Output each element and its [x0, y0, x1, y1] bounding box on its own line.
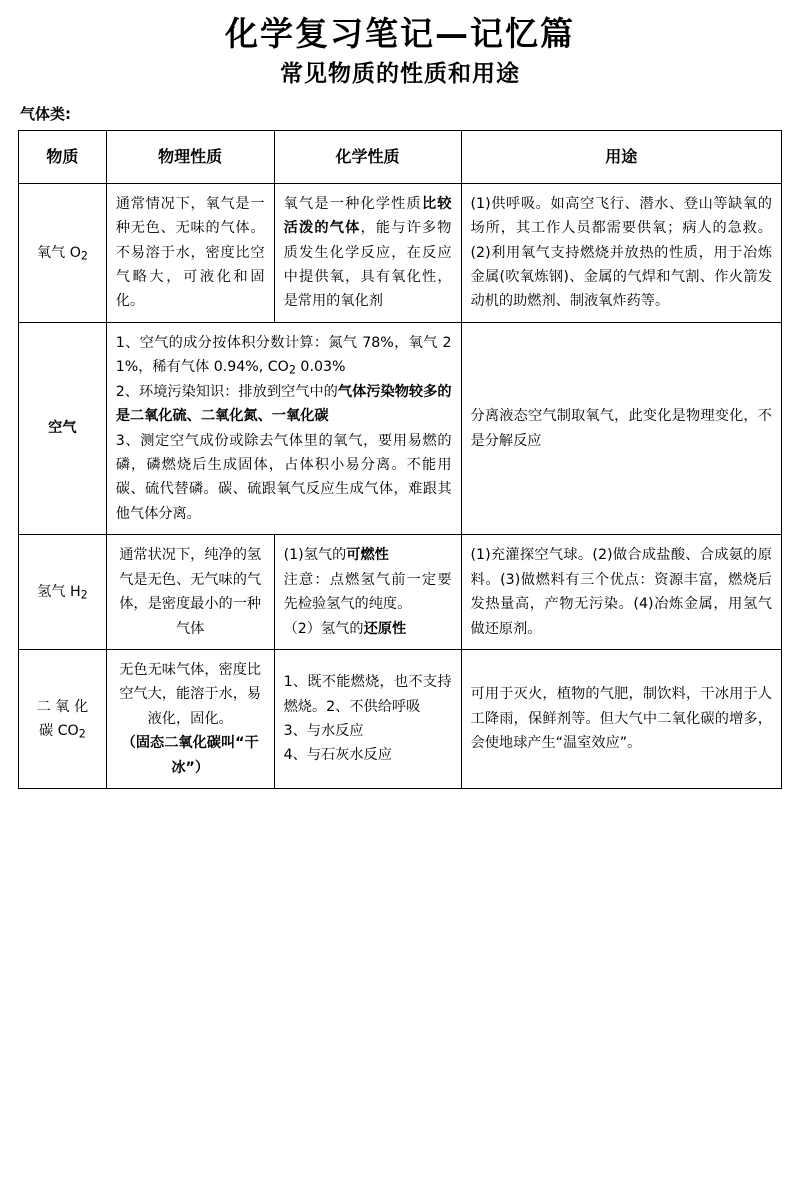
- column-header-usage: 用途: [461, 131, 781, 184]
- physical-property-co2: 无色无味气体，密度比空气大，能溶于水，易液化，固化。 （固态二氧化碳叫“干冰”）: [106, 649, 274, 788]
- properties-table: [18, 130, 782, 789]
- substance-label-carbon-dioxide: 二 氧 化 碳 $CO_2$: [36, 698, 89, 741]
- substance-name: [19, 649, 107, 788]
- substance-name: [19, 535, 107, 650]
- substance-name: [19, 183, 107, 322]
- table-row: [19, 649, 782, 788]
- column-header-physical: 物理性质: [106, 131, 274, 184]
- physical-property-air: 1、空气的成分按体积分数计算：氮气 78%，氧气 21%，稀有气体 0.94%, $CO_2$ 0.03% 2、环境污染知识：排放到空气中的气体污染物较多的是二氧化硫、二氧化氮、一氧化碳 3、测定空气成份或除去气体里的氧气，要用易燃的磷，磷燃烧后生成固体，占体积小易分离。不能用碳、硫代替磷。碳、硫跟氧气反应生成气体，难跟其他气体分离。: [106, 322, 461, 534]
- usage-oxygen: (1)供呼吸。如高空飞行、潜水、登山等缺氧的场所，其工作人员都需要供氧；病人的急救。(2)利用氧气支持燃烧并放热的性质，用于冶炼金属(吹氧炼钢)、金属的气焊和气割、作火箭发动机的助燃剂、制液氧炸药等。: [461, 183, 781, 322]
- physical-property-oxygen: 通常情况下，氧气是一种无色、无味的气体。不易溶于水，密度比空气略大，可液化和固化。: [106, 183, 274, 322]
- page-title: 化学复习笔记—记忆篇: [225, 14, 575, 53]
- usage-air: 分离液态空气制取氧气，此变化是物理变化，不是分解反应: [461, 322, 781, 534]
- column-header-chemical: 化学性质: [274, 131, 461, 184]
- table-header-row: [19, 131, 782, 184]
- chemical-property-oxygen: 氧气是一种化学性质比较活泼的气体，能与许多物质发生化学反应，在反应中提供氧，具有氧化性，是常用的氧化剂: [274, 183, 461, 322]
- page-subtitle: 常见物质的性质和用途: [280, 59, 520, 87]
- table-row: [19, 535, 782, 650]
- section-label: 气体类:: [20, 105, 71, 124]
- usage-hydrogen: (1)充灌探空气球。(2)做合成盐酸、合成氨的原料。(3)做燃料有三个优点：资源丰富，燃烧后发热量高，产物无污染。(4)冶炼金属，用氢气做还原剂。: [461, 535, 781, 650]
- column-header-substance: 物质: [19, 131, 107, 184]
- chemical-property-hydrogen: (1)氢气的可燃性 注意：点燃氢气前一定要先检验氢气的纯度。 （2）氢气的还原性: [274, 535, 461, 650]
- table-row: [19, 322, 782, 534]
- physical-property-hydrogen: 通常状况下，纯净的氢气是无色、无气味的气体，是密度最小的一种气体: [106, 535, 274, 650]
- table-row: [19, 183, 782, 322]
- substance-label-oxygen: 氧气 $O_2$: [36, 244, 88, 262]
- substance-name: 空气: [19, 322, 107, 534]
- usage-co2: 可用于灭火，植物的气肥，制饮料，干冰用于人工降雨，保鲜剂等。但大气中二氧化碳的增多，会使地球产生“温室效应”。: [461, 649, 781, 788]
- substance-label-hydrogen: 氢气 $H_2$: [37, 583, 88, 602]
- chemical-property-co2: 1、既不能燃烧，也不支持燃烧。2、不供给呼吸 3、与水反应 4、与石灰水反应: [274, 649, 461, 788]
